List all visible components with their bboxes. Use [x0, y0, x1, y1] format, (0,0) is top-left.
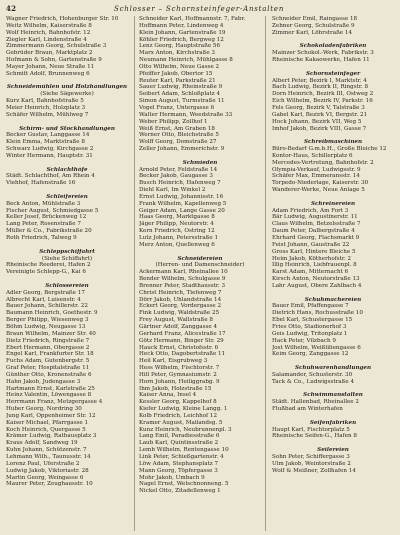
blank-line [6, 276, 128, 283]
directory-entry: Kaiser Michael, Pfarrgasse 1 [6, 419, 88, 426]
directory-entry: Becker Jakob, Gaugasse 3 [139, 173, 213, 180]
directory-entry: Meier Heinrich, Holzplatz 3 [6, 104, 86, 111]
directory-entry: Zimmer Karl, Löhrstraße 14 [272, 29, 353, 36]
directory-entry: Ihm Jakob, Holzstraße 15 [139, 385, 212, 392]
section-heading: Schneidemühlen und Holzhandlungen [6, 84, 128, 91]
blank-line [272, 440, 394, 447]
blank-line [272, 64, 394, 71]
directory-entry: Ackermann Karl, Rheinallee 10 [139, 269, 228, 276]
directory-entry: Lorenz Paul, Uferstraße 2 [6, 460, 80, 467]
directory-entry: Albert Peter, Bezirk I, Marktstr. 4 [272, 77, 367, 84]
directory-entry: Imhof Jakob, Bezirk VIII, Gasse 7 [272, 125, 367, 132]
directory-entry: Braun Wilhelm, Mainzer Str. 40 [6, 330, 96, 337]
directory-entry: Schäfer Max, Emmeransstr. 14 [272, 173, 360, 180]
directory-entry: Lahr August, Obere Zahlbach 4 [272, 282, 362, 289]
directory-entry: Arnold Peter, Feldstraße 14 [139, 166, 218, 173]
directory-entry: Sauer Ludwig, Rheinstraße 9 [139, 84, 223, 91]
directory-entry: Wanderer-Werke, Neue Anlage 5 [272, 187, 365, 194]
section-heading: Schuhmachereien [304, 296, 362, 303]
directory-entry: Nickel Otto, Zitadellenweg 1 [139, 488, 221, 495]
directory-entry: Ziegler Karl, Lindenstraße 4 [6, 36, 87, 43]
blank-line [6, 160, 128, 167]
section-heading: Schuhwarenhandlungen [294, 365, 372, 372]
directory-entry: Ehrhard Georg, Flachsmarkt 9 [272, 235, 360, 241]
directory-entry: Kuhn Johann, Schützenstr. 7 [6, 447, 87, 454]
directory-entry: Simon August, Turmstraße 11 [139, 98, 225, 105]
directory-entry: Winter Hermann, Hauptstr. 31 [6, 152, 93, 159]
directory-entry: Vogel Franz, Untergasse 6 [139, 104, 215, 111]
directory-entry: Ludwig Jakob, Viktoriastr. 28 [6, 467, 89, 474]
section-note: (Herren- und Damenschneider) [155, 262, 245, 269]
page-title: Schlosser – Schornsteinfeger-Anstalten [113, 5, 285, 13]
directory-entry: Bender Wilhelm, Schulgasse 9 [139, 276, 226, 283]
directory-entry: Walter Hermann, Weedstraße 33 [139, 111, 233, 118]
directory-entry: Illig Heinrich, Liebfrauenpl. 8 [272, 262, 357, 269]
directory-entry: Hock Johann, Bezirk VII, Weg 5 [272, 118, 362, 125]
directory-entry: Fischer August, Schmiedgasse 5 [6, 207, 99, 214]
blank-line [6, 119, 128, 126]
directory-entry: Löw Adam, Stephansplatz 7 [139, 460, 219, 467]
directory-entry: Mohr Jakob, Umbach 9 [139, 474, 205, 481]
directory-entry: Kern Friedrich, Ostring 12 [139, 228, 215, 235]
blank-line [272, 358, 394, 365]
directory-entry: Dorn Heinrich, Bezirk III, Ostweg 2 [272, 91, 374, 98]
directory-entry: Dietz Friedrich, Ringstraße 7 [6, 337, 90, 344]
directory-entry: Wolff Georg, Domstraße 27 [139, 139, 217, 146]
directory-entry: Wolf & Meißner, Zollhafen 14 [272, 467, 356, 474]
directory-entry: Städt. Schlachthof, Am Rhein 4 [6, 173, 95, 180]
directory-entry: Schwarz Ludwig, Kirchgasse 2 [6, 146, 94, 153]
directory-entry: Horn Johann, Heiliggrabg. 9 [139, 378, 220, 385]
directory-entry: Nagel Ernst, Welschnonneng. 5 [139, 481, 229, 488]
directory-entry: Hill Peter, Gymnasiumstr. 2 [139, 371, 217, 378]
blank-line [6, 78, 128, 85]
directory-entry: Seibert Adam, Schloßplatz 4 [139, 91, 221, 98]
directory-entry: Martin Georg, Weingasse 6 [6, 474, 84, 481]
directory-entry: Hack Peter, Vilzbach 9 [272, 337, 336, 344]
directory-entry: Eckert Georg, Vordergasse 2 [139, 303, 222, 310]
directory-entry: Feist Johann, Gaustraße 22 [272, 241, 350, 248]
directory-entry: Lutz Johann, Petersstraße 1 [139, 235, 219, 241]
directory-entry: Frey August, Wallstraße 8 [139, 317, 213, 324]
directory-entry: Weber Philipp, Zollhof 1 [139, 118, 208, 125]
directory-entry: Rheinische Reederei, Hafen 2 [6, 262, 91, 269]
directory-entry: Böhm Ludwig, Neugasse 13 [6, 323, 86, 330]
directory-entry: Mayer Johann, Neue Straße 11 [6, 63, 95, 70]
directory-entry: Rheinische Seifen-G., Hafen 8 [272, 433, 357, 440]
section-heading: Schornsteinfeger [305, 70, 361, 77]
directory-entry: Merz Anton, Quellenweg 6 [139, 241, 215, 248]
blank-line [272, 194, 394, 201]
blank-line [272, 413, 394, 420]
directory-entry: Keim Georg, Zanggasse 12 [272, 351, 349, 358]
directory-entry: Kraus Adolf, Sandweg 19 [6, 440, 78, 447]
directory-entry: Koch Heinrich, Quergasse 5 [6, 426, 86, 433]
blank-line [6, 242, 128, 249]
directory-entry: Huber Georg, Nordring 30 [6, 406, 82, 413]
section-heading: Schreibmaschinen [303, 139, 363, 146]
directory-entry: Schäfer Wilhelm, Mühlweg 7 [6, 111, 89, 118]
directory-entry: Haupt Karl, Fischtorplatz 5 [272, 426, 350, 433]
directory-entry: Zehner Georg, Schulstraße 9 [272, 22, 355, 29]
directory-entry: Köhler Friedrich, Bergweg 12 [139, 36, 224, 43]
directory-entry: Frank Wilhelm, Kapellenweg 5 [139, 200, 227, 207]
directory-entry: Weiß Ernst, Am Graben 18 [139, 125, 215, 132]
directory-entry: Laub Karl, Quintinsstraße 2 [139, 440, 219, 447]
blank-line [272, 132, 394, 139]
section-heading: Schleppschiffahrt [39, 248, 95, 255]
directory-entry: Bauer Johann, Schillerstr. 22 [6, 303, 88, 310]
directory-entry: Eich Wilhelm, Bezirk IV, Parkstr. 16 [272, 98, 373, 105]
directory-entry: Haas Georg, Marktgasse 8 [139, 214, 215, 221]
directory-entry: Adler Georg, Bergstraße 17 [6, 289, 85, 296]
directory-entry: Diehl Karl, Im Winkel 2 [139, 187, 206, 194]
directory-entry: Viehhof, Hafenstraße 16 [6, 180, 76, 187]
directory-entry: Neumann Heinrich, Mühlgasse 8 [139, 57, 233, 64]
directory-entry: Vereinigte Schlepp-G., Kai 6 [6, 269, 86, 276]
directory-entry: Jost Wilhelm, Weißliliengasse 6 [272, 344, 361, 351]
directory-entry: Gabel Karl, Bezirk VI, Bergstr. 21 [272, 111, 368, 118]
section-heading: Seifenfabriken [309, 419, 357, 426]
directory-entry: Daum Peter, Dalbergstraße 4 [272, 228, 355, 235]
blank-line [272, 386, 394, 393]
section-heading: Schleifereien [46, 193, 88, 200]
directory-entry: Fries Otto, Stadionerhof 3 [272, 323, 347, 330]
directory-entry: Busch Heinrich, Hafenweg 7 [139, 180, 221, 187]
directory-entry: Lang Emil, Paradiesstraße 6 [139, 433, 220, 440]
directory-column-right [272, 16, 394, 531]
directory-entry: Müller & Co., Fabrikstraße 20 [6, 228, 92, 235]
directory-entry: Marx Anton, Kirchstraße 3 [139, 50, 215, 57]
directory-entry: Link Peter, Schießgartenstr. 4 [139, 454, 224, 460]
directory-entry: Kontor-Haus, Schillerplatz 6 [272, 152, 353, 159]
section-heading: Schmieden [182, 159, 218, 166]
directory-entry: Hess Wilhelm, Fischtorstr. 7 [139, 365, 220, 372]
directory-entry: Zimmermann Georg, Schulstraße 3 [6, 43, 107, 50]
directory-entry: Claus Wilhelm, Betzelsstraße 7 [272, 221, 361, 228]
directory-entry: Kessler Georg, Kappelhof 8 [139, 399, 217, 406]
page-header [6, 4, 394, 16]
section-heading: Schneidereien [177, 255, 223, 262]
directory-entry: Lehmann Wilh., Taunusstr. 14 [6, 454, 91, 460]
section-heading: Schokoladenfabriken [299, 43, 367, 50]
directory-entry: Salamander, Schusterstr. 30 [272, 371, 353, 378]
directory-entry: Berger Philipp, Wiesenweg 3 [6, 317, 89, 324]
directory-entry: Sohn Peter, Schiffergasse 3 [272, 454, 350, 460]
directory-entry: Mainzer Schokol.-Werk, Fabrikstr. 3 [272, 50, 374, 57]
section-note: (Siehe Sägewerke) [40, 91, 94, 98]
directory-entry: Schneider Karl, Hoffmannstr. 7, Fabr. [139, 16, 246, 22]
directory-entry: Werner Otto, Bleichstraße 5 [139, 132, 219, 139]
directory-entry: Büro-Bedarf G.m.b.H., Große Bleiche 12 [272, 146, 387, 153]
directory-column-middle [134, 16, 266, 531]
directory-entry: Mann Georg, Töpfergasse 3 [139, 467, 218, 474]
directory-entry: Keller Josef, Brückenweg 12 [6, 214, 87, 221]
directory-entry: Kolb Friedrich, Leichhof 12 [139, 412, 218, 419]
directory-entry: Jäger Philipp, Neutorstr. 4 [139, 221, 214, 228]
directory-entry: Ernst Ludwig, Johannisstr. 16 [139, 193, 224, 200]
directory-entry: Flußbad am Winterhafen [272, 406, 343, 413]
blank-line [139, 153, 261, 160]
directory-entry: Dörr Jakob, Uhlandstraße 14 [139, 296, 222, 303]
directory-entry: Hauck Ernst, Christofsstr. 6 [139, 344, 219, 351]
directory-entry: Schmitt Adolf, Brunnenweg 6 [6, 70, 90, 77]
section-heading: Seilereien [317, 447, 349, 454]
directory-entry: Ebel Karl, Schustergasse 15 [272, 317, 353, 324]
directory-entry: Geiger Adam, Lange Gasse 20 [139, 207, 225, 214]
directory-entry: Otto Wilhelm, Neue Gasse 2 [139, 63, 220, 70]
directory-entry: Reuter Karl, Parkstraße 21 [139, 77, 216, 84]
directory-entry: Lenz Georg, Hauptstraße 56 [139, 43, 221, 50]
directory-entry: Heil Karl, Eisgrubweg 3 [139, 358, 208, 365]
directory-entry: Wagner Friedrich, Hohenburger Str. 10 [6, 16, 119, 22]
directory-entry: Fuchs Adam, Gutenbergstr. 5 [6, 358, 90, 365]
directory-entry: Geis Ludwig, Tritonplatz 1 [272, 330, 348, 337]
directory-entry: Kiefer Ludwig, Kleine Langg. 1 [139, 406, 228, 413]
directory-entry: Fink Ludwig, Waldstraße 25 [139, 310, 220, 317]
directory-entry: Lemb Wilhelm, Rentengasse 10 [139, 447, 229, 454]
directory-entry: Klein Johann, Gartenstraße 19 [139, 29, 226, 36]
page-number: 42 [6, 4, 17, 13]
directory-entry: Baumann Heinrich, Goethestr. 9 [6, 310, 98, 317]
directory-entry: Pfeiffer Jakob, Obertor 15 [139, 70, 213, 77]
directory-entry: Christ Heinrich, Tiefenweg 7 [139, 289, 222, 296]
directory-entry: Bär Ludwig, Augustinerstr. 11 [272, 214, 358, 221]
directory-entry: Heck Otto, Dagobertstraße 11 [139, 351, 226, 358]
directory-entry: Zeller Johann, Emmerichstr. 9 [139, 146, 225, 153]
directory-entry: Bach Ludwig, Bezirk II, Ringstr. 8 [272, 84, 369, 91]
directory-entry: Beck Anton, Mühlstraße 3 [6, 200, 81, 207]
directory-entry: Becker Gustav, Langgasse 14 [6, 132, 90, 139]
blank-line [272, 290, 394, 297]
directory-entry: Mercedes-Vertretung, Bahnhofstr. 2 [272, 159, 374, 166]
directory-entry: Weitz Wilhelm, Kaiserstraße 8 [6, 22, 92, 29]
directory-entry: Schneider Emil, Raingasse 18 [272, 16, 358, 22]
directory-entry: Gebrüder Braun, Marktplatz 2 [6, 50, 93, 57]
directory-entry: Kirsch Anton, Neutorstraße 13 [272, 276, 360, 283]
blank-line [139, 249, 261, 256]
directory-entry: Roth Friedrich, Talweg 9 [6, 235, 77, 241]
directory-entry: Kramer August, Mailandsg. 5 [139, 419, 223, 426]
directory-entry: Gross Karl, Hintere Bleiche 5 [272, 248, 356, 255]
section-heading: Schreinereien [310, 200, 356, 207]
directory-entry: Klein Emma, Marktstraße 8 [6, 139, 85, 146]
directory-columns [6, 16, 394, 531]
directory-entry: Ebert Hermann, Obergasse 2 [6, 344, 90, 351]
directory-entry: Fels Georg, Bezirk V, Talstraße 3 [272, 104, 365, 111]
directory-entry: Krämer Ludwig, Rathausplatz 3 [6, 433, 97, 440]
directory-entry: Städt. Hallenbad, Rheinallee 2 [272, 399, 359, 406]
directory-entry: Kaiser Anna, Insel 4 [139, 392, 197, 399]
directory-entry: Torpedo-Niederlage, Kaiserstr. 30 [272, 180, 369, 187]
directory-entry: Bauer Emil, Pfaffengasse 7 [272, 303, 349, 310]
section-heading: Schirm- und Stockhandlungen [19, 125, 115, 132]
directory-entry: Hofmann & Sohn, Gartenstraße 9 [6, 57, 102, 64]
directory-column-left [6, 16, 128, 531]
directory-entry: Heim Jakob, Kötherhofstr. 2 [272, 255, 352, 262]
section-heading: Schlachthöfe [46, 166, 88, 173]
directory-entry: Tack & Co., Ludwigsstraße 4 [272, 378, 355, 385]
directory-entry: Karst Adam, Mitternacht 6 [272, 269, 349, 276]
directory-entry: Lang Peter, Rosenstraße 7 [6, 221, 81, 228]
directory-entry: Gerhard Franz, Alicestraße 17 [139, 330, 226, 337]
directory-entry: Olympia-Verkauf, Ludwigsstr. 9 [272, 166, 361, 173]
directory-entry: Heinz Valentin, Löwengasse 8 [6, 392, 92, 399]
directory-entry: Ulm Jakob, Weintorstraße 2 [272, 460, 351, 467]
directory-entry: Albrecht Karl, Luisenstr. 4 [6, 296, 81, 303]
directory-entry: Götz Hermann, Binger Str. 29 [139, 337, 224, 344]
directory-entry: Maurer Peter, Zeughausstr. 10 [6, 481, 93, 488]
directory-entry: Brenner Peter, Stadthausstr. 3 [139, 282, 226, 289]
directory-entry: Hahn Jakob, Judengasse 3 [6, 378, 81, 385]
section-heading: Schlossereien [45, 282, 89, 289]
directory-entry: Rheinische Kakaowerke, Hafen 11 [272, 57, 370, 64]
section-heading: Schwimmanstalten [303, 392, 363, 399]
directory-entry: Dietrich Hans, Rochusstraße 10 [272, 310, 363, 317]
directory-entry: Hartmann Ernst, Karlstraße 25 [6, 385, 95, 392]
blank-line [272, 37, 394, 44]
directory-entry: Hoffmann Peter, Lindenweg 4 [139, 22, 224, 29]
directory-entry: Graf Peter, Hospitalstraße 11 [6, 365, 90, 372]
directory-entry: Kurz Karl, Bahnhofstraße 5 [6, 98, 84, 105]
directory-entry: Günther Otto, Kronenstraße 6 [6, 371, 92, 378]
directory-entry: Adam Friedrich, Am Fort 3 [272, 207, 349, 214]
directory-entry: Kunz Heinrich, Neubrunnenpl. 3 [139, 426, 232, 433]
blank-line [6, 187, 128, 194]
directory-entry: Gärtner Adolf, Zanggasse 4 [139, 323, 218, 330]
directory-entry: Jung Karl, Oppenheimer Str. 12 [6, 412, 96, 419]
directory-entry: Engel Karl, Frankfurter Str. 18 [6, 351, 94, 358]
section-note: (Siehe Schiffahrt) [41, 255, 93, 262]
directory-entry: Herrmann Franz, Metzgergasse 4 [6, 399, 103, 406]
directory-entry: Wolf Heinrich, Bahnhofstr. 12 [6, 29, 91, 36]
